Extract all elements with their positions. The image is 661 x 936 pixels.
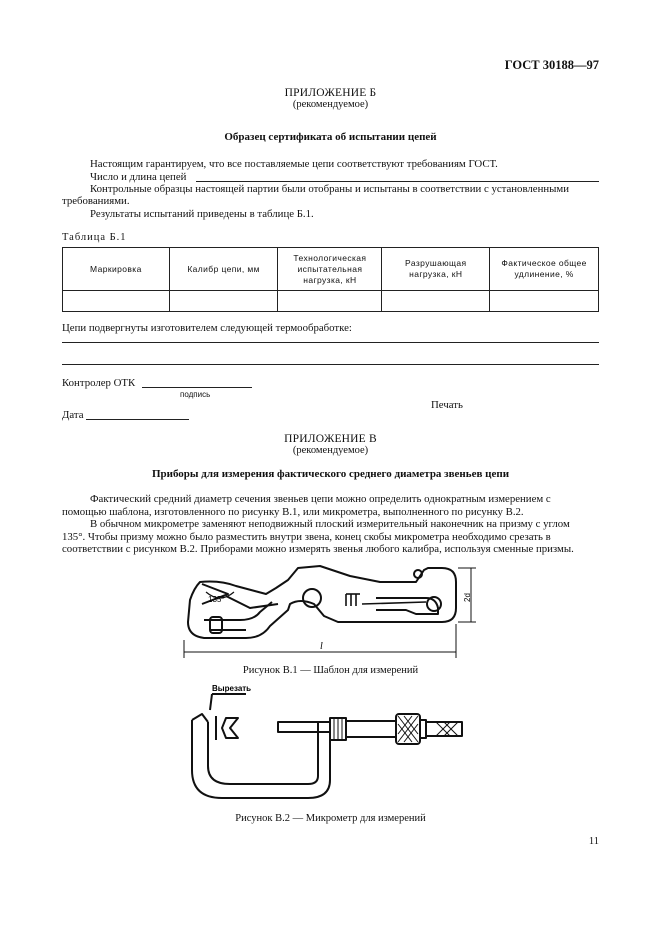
table-header-cell: Технологическая испытательная нагрузка, кН [278, 248, 382, 291]
test-results-table [62, 247, 599, 312]
controller-signature-line [142, 387, 252, 388]
table-row [63, 291, 599, 312]
appendix-b-heading: Образец сертификата об испытании цепей [224, 131, 437, 143]
samples-line-2: требованиями. [62, 195, 130, 207]
guarantee-paragraph: Настоящим гарантируем, что все поставляемые цепи соответствуют требованиям ГОСТ. [90, 158, 498, 170]
table-cell [278, 291, 382, 312]
appendix-v-subtitle: (рекомендуемое) [292, 445, 369, 456]
controller-label: Контролер ОТК [62, 377, 136, 389]
table-cell [490, 291, 599, 312]
document-code: ГОСТ 30188—97 [504, 58, 599, 72]
figure-v2-micrometer-drawing [180, 680, 480, 810]
height-dimension-label: 2d [463, 593, 472, 602]
samples-line-1: Контрольные образцы настоящей партии были отобраны и испытаны в соответствии с установленными [90, 183, 570, 195]
stamp-label: Печать [431, 399, 463, 411]
appendix-b-title: ПРИЛОЖЕНИЕ Б [284, 87, 377, 99]
table-cell [169, 291, 278, 312]
micrometer-paragraph-line-3: соответствии с рисунком В.2. Приборами можно измерять звенья любого калибра, используя сменные призмы. [62, 543, 574, 555]
table-cell [382, 291, 490, 312]
appendix-v-heading: Приборы для измерения фактического среднего диаметра звеньев цепи [151, 468, 510, 480]
table-header-cell: Разрушающая нагрузка, кН [382, 248, 490, 291]
cut-label: Вырезать [212, 684, 252, 693]
diameter-paragraph-line-1: Фактический средний диаметр сечения звеньев цепи можно определить однократным измерением с [90, 493, 551, 505]
micrometer-paragraph-line-2: 135°. Чтобы призму можно было разместить внутри звена, конец скобы микрометра необходимо срезать в [62, 531, 551, 543]
length-dimension-label: l [320, 641, 323, 652]
page-number: 11 [588, 836, 599, 847]
heat-treatment-line-1 [62, 342, 599, 343]
table-header-row [63, 248, 599, 291]
heat-treatment-label: Цепи подвергнуты изготовителем следующей термообработке: [62, 322, 352, 334]
table-caption: Таблица Б.1 [62, 232, 127, 243]
figure-v1-caption: Рисунок В.1 — Шаблон для измерений [242, 665, 419, 676]
diameter-paragraph-line-2: помощью шаблона, изготовленного по рисунку В.1, или микрометра, выполненного по рисунку В.2. [62, 506, 524, 518]
signature-label: подпись [180, 390, 211, 399]
appendix-v-title: ПРИЛОЖЕНИЕ В [284, 433, 377, 445]
micrometer-paragraph-line-1: В обычном микрометре заменяют неподвижный плоский измерительный наконечник на призму с углом [90, 518, 570, 530]
table-cell [63, 291, 170, 312]
figure-v1-gauge-drawing [180, 560, 480, 665]
angle-label: 135° [208, 595, 225, 604]
results-paragraph: Результаты испытаний приведены в таблице Б.1. [90, 208, 314, 220]
table-header-cell: Маркировка [63, 248, 170, 291]
date-label: Дата [62, 409, 84, 421]
appendix-b-subtitle: (рекомендуемое) [292, 99, 369, 110]
chain-count-line [196, 181, 599, 182]
chain-count-label: Число и длина цепей [90, 171, 187, 183]
heat-treatment-line-2 [62, 364, 599, 365]
figure-v2-caption: Рисунок В.2 — Микрометр для измерений [235, 813, 426, 824]
table-header-cell: Фактическое общее удлинение, % [490, 248, 599, 291]
date-line [86, 419, 189, 420]
table-header-cell: Калибр цепи, мм [169, 248, 278, 291]
